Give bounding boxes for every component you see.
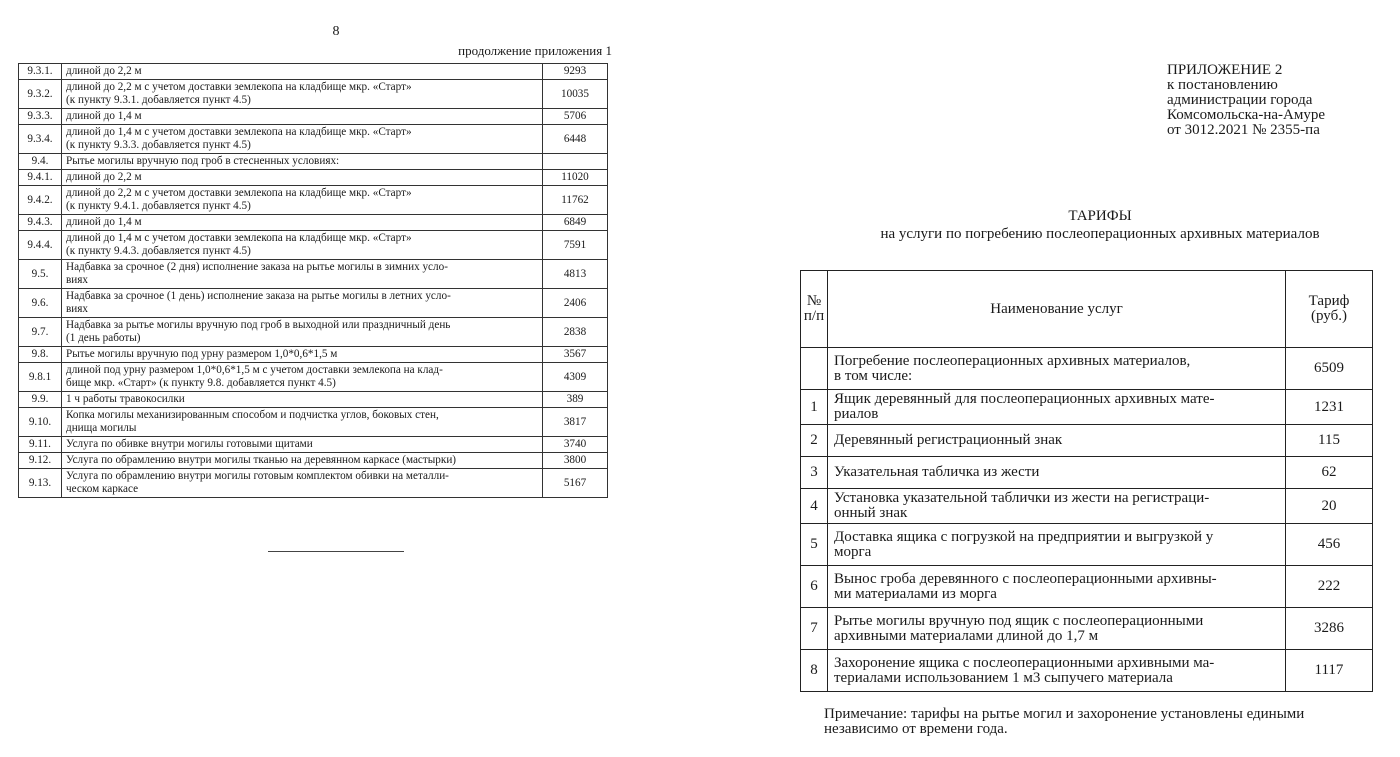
row-number: 4 xyxy=(801,489,828,524)
row-number: 9.10. xyxy=(19,408,62,437)
row-price: 389 xyxy=(543,392,608,408)
table-row xyxy=(19,109,608,125)
row-price: 11020 xyxy=(543,170,608,186)
table-row xyxy=(19,347,608,363)
document-subtitle: на услуги по погребению послеоперационных архивных материалов xyxy=(880,226,1320,242)
row-number: 9.9. xyxy=(19,392,62,408)
row-service: Захоронение ящика с послеоперационными архивными ма- териалами использованием 1 м3 сыпучего материала xyxy=(828,650,1286,692)
row-service: Услуга по обрамлению внутри могилы тканью на деревянном каркасе (мастырки) xyxy=(62,453,543,469)
row-service: Рытье могилы вручную под ящик с послеоперационными архивными материалами длиной до 1,7 м xyxy=(828,608,1286,650)
row-service: длиной до 2,2 м xyxy=(62,170,543,186)
row-price: 6448 xyxy=(543,125,608,154)
row-price: 3286 xyxy=(1286,608,1373,650)
row-number: 9.3.4. xyxy=(19,125,62,154)
right-table-body xyxy=(801,271,1373,692)
table-row xyxy=(801,566,1373,608)
table-row xyxy=(19,215,608,231)
row-price: 5706 xyxy=(543,109,608,125)
table-row xyxy=(19,363,608,392)
row-number: 9.4.3. xyxy=(19,215,62,231)
row-number: 9.7. xyxy=(19,318,62,347)
row-price: 5167 xyxy=(543,469,608,498)
row-price: 20 xyxy=(1286,489,1373,524)
row-price: 11762 xyxy=(543,186,608,215)
row-service: длиной до 1,4 м xyxy=(62,109,543,125)
row-number: 9.4.2. xyxy=(19,186,62,215)
row-price: 3817 xyxy=(543,408,608,437)
table-row xyxy=(801,489,1373,524)
table-row xyxy=(801,457,1373,489)
row-number: 9.11. xyxy=(19,437,62,453)
row-price: 62 xyxy=(1286,457,1373,489)
table-row xyxy=(801,425,1373,457)
row-price: 4813 xyxy=(543,260,608,289)
row-service: Ящик деревянный для послеоперационных архивных мате- риалов xyxy=(828,390,1286,425)
row-price: 1231 xyxy=(1286,390,1373,425)
row-price: 222 xyxy=(1286,566,1373,608)
footnote: Примечание: тарифы на рытье могил и захоронение установлены едиными независимо от времени года. xyxy=(824,706,1305,737)
page-number: 8 xyxy=(332,24,340,39)
row-number: 7 xyxy=(801,608,828,650)
row-service: Рытье могилы вручную под урну размером 1,0*0,6*1,5 м xyxy=(62,347,543,363)
row-number: 9.6. xyxy=(19,289,62,318)
row-service: Погребение послеоперационных архивных материалов, в том числе: xyxy=(828,348,1286,390)
row-number: 9.8.1 xyxy=(19,363,62,392)
row-number: 3 xyxy=(801,457,828,489)
row-price: 3800 xyxy=(543,453,608,469)
row-price: 6849 xyxy=(543,215,608,231)
row-number: 9.4.4. xyxy=(19,231,62,260)
row-number: 9.3.3. xyxy=(19,109,62,125)
row-price xyxy=(543,154,608,170)
table-row xyxy=(19,80,608,109)
row-service: Деревянный регистрационный знак xyxy=(828,425,1286,457)
row-number: 8 xyxy=(801,650,828,692)
header-service-name: Наименование услуг xyxy=(828,271,1286,348)
row-service: длиной до 1,4 м с учетом доставки землекопа на кладбище мкр. «Старт» (к пункту 9.3.3. добавляется пункт 4.5) xyxy=(62,125,543,154)
row-price: 10035 xyxy=(543,80,608,109)
table-row xyxy=(19,260,608,289)
table-row xyxy=(19,469,608,498)
row-service: Услуга по обивке внутри могилы готовыми щитами xyxy=(62,437,543,453)
table-row xyxy=(801,608,1373,650)
row-service: Надбавка за срочное (2 дня) исполнение заказа на рытье могилы в зимних усло- виях xyxy=(62,260,543,289)
table-header-row xyxy=(801,271,1373,348)
table-row xyxy=(801,650,1373,692)
table-row xyxy=(19,392,608,408)
row-price: 6509 xyxy=(1286,348,1373,390)
row-number: 9.13. xyxy=(19,469,62,498)
row-price: 456 xyxy=(1286,524,1373,566)
row-number: 9.3.1. xyxy=(19,64,62,80)
row-service: Указательная табличка из жести xyxy=(828,457,1286,489)
row-price: 7591 xyxy=(543,231,608,260)
row-service: длиной до 1,4 м xyxy=(62,215,543,231)
row-service: длиной до 1,4 м с учетом доставки землекопа на кладбище мкр. «Старт» (к пункту 9.4.3. добавляется пункт 4.5) xyxy=(62,231,543,260)
right-tariff-table xyxy=(800,270,1373,692)
row-number: 9.5. xyxy=(19,260,62,289)
row-price: 3740 xyxy=(543,437,608,453)
row-service: 1 ч работы травокосилки xyxy=(62,392,543,408)
row-service: длиной до 2,2 м xyxy=(62,64,543,80)
table-row xyxy=(19,318,608,347)
row-number: 9.3.2. xyxy=(19,80,62,109)
row-price: 4309 xyxy=(543,363,608,392)
row-price: 2406 xyxy=(543,289,608,318)
header-tariff: Тариф (руб.) xyxy=(1286,271,1373,348)
row-price: 3567 xyxy=(543,347,608,363)
row-service: Копка могилы механизированным способом и подчистка углов, боковых стен, днища могилы xyxy=(62,408,543,437)
table-row xyxy=(19,437,608,453)
row-price: 9293 xyxy=(543,64,608,80)
row-price: 115 xyxy=(1286,425,1373,457)
document-title: ТАРИФЫ xyxy=(1068,208,1132,224)
table-row xyxy=(19,408,608,437)
row-service: Рытье могилы вручную под гроб в стесненных условиях: xyxy=(62,154,543,170)
row-number: 2 xyxy=(801,425,828,457)
table-row xyxy=(801,524,1373,566)
row-service: Вынос гроба деревянного с послеоперационными архивны- ми материалами из морга xyxy=(828,566,1286,608)
row-number: 9.4.1. xyxy=(19,170,62,186)
table-row xyxy=(19,64,608,80)
row-service: Услуга по обрамлению внутри могилы готовым комплектом обивки на металли- ческом каркасе xyxy=(62,469,543,498)
row-number: 9.12. xyxy=(19,453,62,469)
end-rule xyxy=(268,551,404,552)
row-service: Установка указательной таблички из жести на регистраци- онный знак xyxy=(828,489,1286,524)
table-row xyxy=(801,390,1373,425)
row-number xyxy=(801,348,828,390)
row-price: 1117 xyxy=(1286,650,1373,692)
left-tariff-table xyxy=(18,63,608,498)
left-table-body xyxy=(19,64,608,498)
row-service: Надбавка за срочное (1 день) исполнение заказа на рытье могилы в летних усло- виях xyxy=(62,289,543,318)
row-number: 9.8. xyxy=(19,347,62,363)
row-number: 1 xyxy=(801,390,828,425)
row-service: длиной до 2,2 м с учетом доставки землекопа на кладбище мкр. «Старт» (к пункту 9.3.1. добавляется пункт 4.5) xyxy=(62,80,543,109)
row-service: длиной под урну размером 1,0*0,6*1,5 м с учетом доставки землекопа на клад- бище мкр. «Старт» (к пункту 9.8. добавляется пункт 4.5) xyxy=(62,363,543,392)
table-row xyxy=(19,154,608,170)
table-row xyxy=(19,125,608,154)
table-row xyxy=(801,348,1373,390)
appendix-approval-block: ПРИЛОЖЕНИЕ 2 к постановлению администрации города Комсомольска-на-Амуре от 3012.2021 № 2355-па xyxy=(1167,62,1325,138)
row-number: 9.4. xyxy=(19,154,62,170)
table-row xyxy=(19,289,608,318)
row-number: 6 xyxy=(801,566,828,608)
table-row xyxy=(19,170,608,186)
row-service: длиной до 2,2 м с учетом доставки землекопа на кладбище мкр. «Старт» (к пункту 9.4.1. добавляется пункт 4.5) xyxy=(62,186,543,215)
table-row xyxy=(19,231,608,260)
row-price: 2838 xyxy=(543,318,608,347)
table-row xyxy=(19,453,608,469)
row-service: Доставка ящика с погрузкой на предприятии и выгрузкой у морга xyxy=(828,524,1286,566)
continuation-label: продолжение приложения 1 xyxy=(458,43,612,58)
table-row xyxy=(19,186,608,215)
row-number: 5 xyxy=(801,524,828,566)
row-service: Надбавка за рытье могилы вручную под гроб в выходной или праздничный день (1 день работы) xyxy=(62,318,543,347)
header-number: № п/п xyxy=(801,271,828,348)
